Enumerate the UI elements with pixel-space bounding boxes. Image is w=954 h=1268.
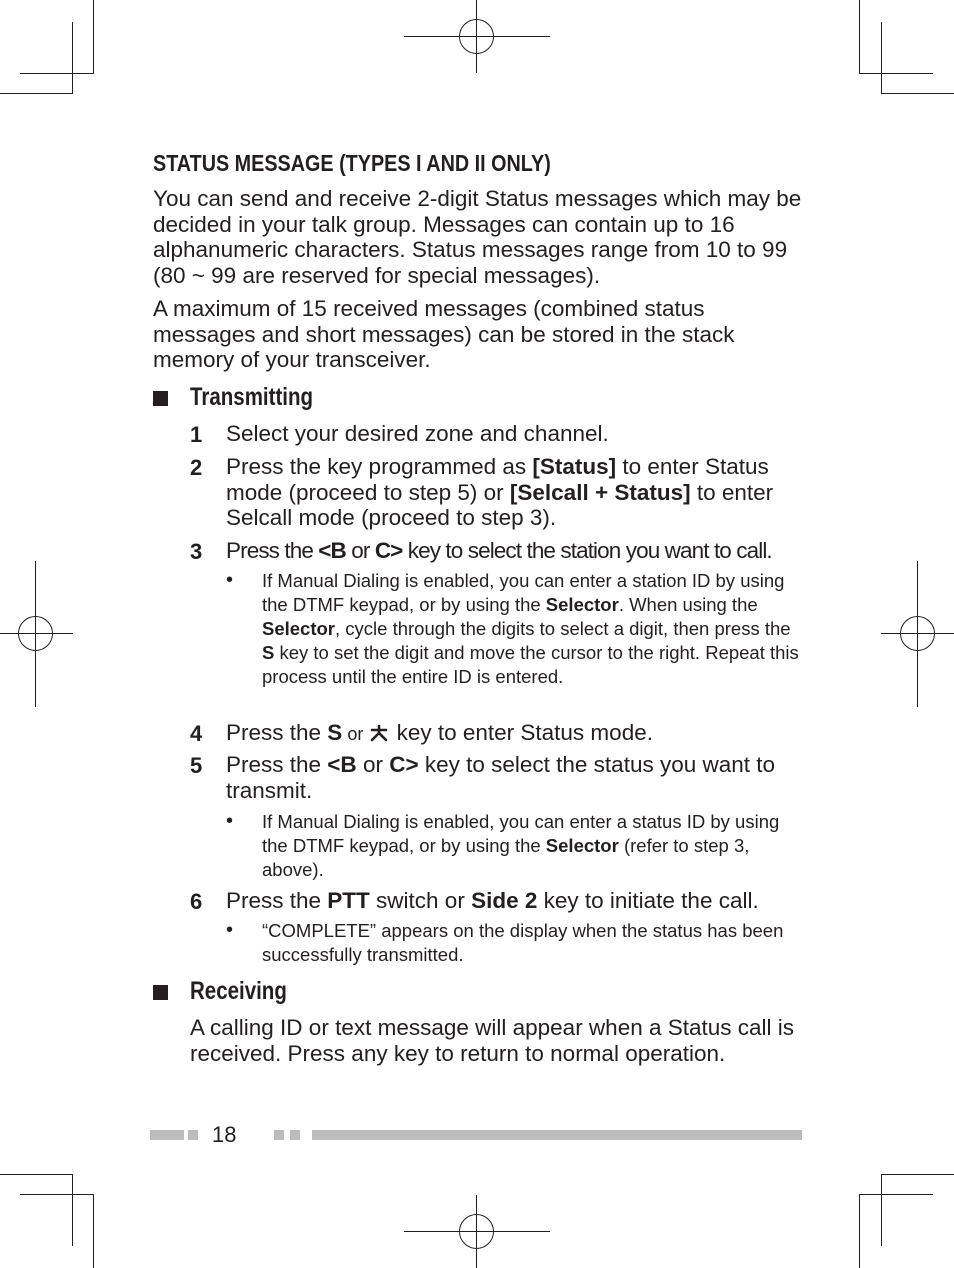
step-number: 6	[190, 889, 203, 914]
transmitting-heading: Transmitting	[190, 383, 314, 411]
bullet-icon: •	[226, 569, 234, 591]
step-4-text: Press the S or key to enter Status mode.	[226, 720, 653, 745]
intro-paragraph-1: You can send and receive 2-digit Status messages which may be decided in your talk group. Messages can contain up to 16 alphanumeric characters. Status messages range from 10 to 99 (80 ~ 99 are reserved for special messages).	[153, 186, 802, 288]
step-6-text: Press the PTT switch or Side 2 key to initiate the call.	[226, 888, 759, 913]
step-5-text: Press the <B or C> key to select the status you want to transmit.	[226, 752, 776, 803]
step-number: 1	[190, 422, 203, 447]
step-number: 4	[190, 721, 203, 746]
receiving-text: A calling ID or text message will appear when a Status call is received. Press any key to return to normal operation.	[190, 1015, 795, 1066]
receiving-heading: Receiving	[190, 977, 287, 1005]
step-3-text: Press the <B or C> key to select the station you want to call.	[226, 538, 772, 563]
step-number: 5	[190, 753, 203, 778]
step-number: 3	[190, 539, 203, 564]
step-number: 2	[190, 455, 203, 480]
intro-paragraph-2: A maximum of 15 received messages (combined status messages and short messages) can be stored in the stack memory of your transceiver.	[153, 296, 735, 372]
selcall-status-key-label: [Selcall + Status]	[509, 479, 691, 505]
step-1-text: Select your desired zone and channel.	[226, 421, 609, 446]
page-number: 18	[212, 1122, 237, 1147]
step-3-note: If Manual Dialing is enabled, you can enter a station ID by using the DTMF keypad, or by using the Selector. When using the Selector, cycle through the digits to select a digit, then press the S key to set the digit and move the cursor to the right. Repeat this process until the entire ID is entered.	[262, 570, 799, 687]
bullet-icon: •	[226, 919, 234, 941]
step-2-text: Press the key programmed as [Status] to enter Status mode (proceed to step 5) or [Selcall + Status] to enter Selcall mode (proceed to step 3).	[226, 454, 774, 530]
bullet-icon: •	[226, 810, 234, 832]
step-5-note: If Manual Dialing is enabled, you can enter a status ID by using the DTMF keypad, or by using the Selector (refer to step 3, above).	[262, 811, 780, 880]
status-key-label: [Status]	[532, 454, 617, 479]
square-bullet-icon	[153, 985, 168, 1000]
step-6-note: “COMPLETE” appears on the display when the status has been successfully transmitted.	[262, 920, 784, 965]
section-title: STATUS MESSAGE (TYPES I AND II ONLY)	[153, 150, 551, 176]
asterisk-icon	[368, 722, 390, 740]
square-bullet-icon	[153, 391, 168, 406]
